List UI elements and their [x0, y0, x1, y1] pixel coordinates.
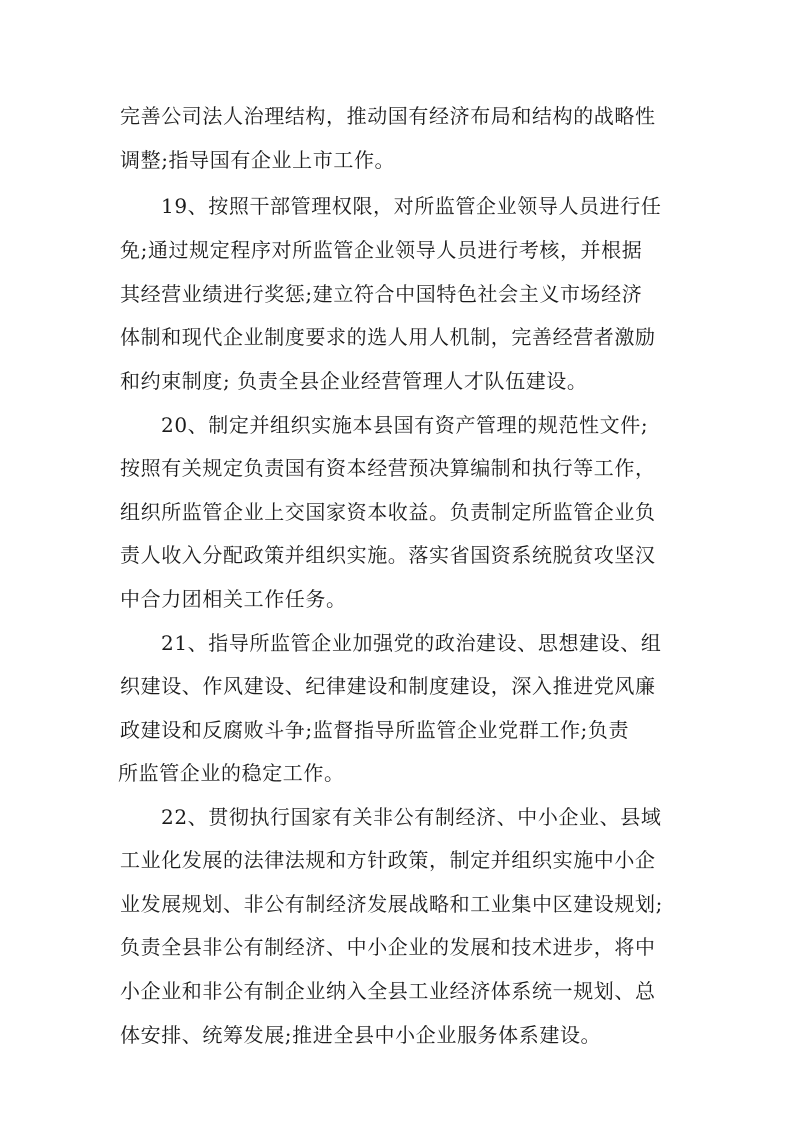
paragraph-19-first-line: 19、按照干部管理权限，对所监管企业领导人员进行任: [161, 194, 662, 218]
text-line: 小企业和非公有制企业纳入全县工业经济体系统一规划、总: [120, 979, 656, 1003]
text-line: 政建设和反腐败斗争;监督指导所监管企业党群工作;负责: [120, 718, 630, 742]
text-line: 体安排、统筹发展;推进全县中小企业服务体系建设。: [120, 1023, 602, 1047]
text-line: 调整;指导国有企业上市工作。: [120, 148, 396, 172]
text-line: 体制和现代企业制度要求的选人用人机制，完善经营者激励: [120, 325, 656, 349]
text-line: 完善公司法人治理结构，推动国有经济布局和结构的战略性: [120, 104, 656, 128]
text-line: 工业化发展的法律法规和方针政策，制定并组织实施中小企: [120, 848, 656, 872]
text-line: 责人收入分配政策并组织实施。落实省国资系统脱贫攻坚汉: [120, 543, 656, 567]
paragraph-20-first-line: 20、制定并组织实施本县国有资产管理的规范性文件;: [161, 413, 649, 437]
paragraph-22-first-line: 22、贯彻执行国家有关非公有制经济、中小企业、县域: [161, 805, 662, 829]
text-line: 织建设、作风建设、纪律建设和制度建设，深入推进党风廉: [120, 674, 656, 698]
text-line: 组织所监管企业上交国家资本收益。负责制定所监管企业负: [120, 500, 656, 524]
text-line: 和约束制度; 负责全县企业经营管理人才队伍建设。: [120, 369, 588, 393]
text-line: 中合力团相关工作任务。: [120, 587, 347, 611]
text-line: 负责全县非公有制经济、中小企业的发展和技术进步，将中: [120, 935, 656, 959]
text-line: 业发展规划、非公有制经济发展战略和工业集中区建设规划;: [120, 892, 663, 916]
text-line: 其经营业绩进行奖惩;建立符合中国特色社会主义市场经济: [120, 282, 643, 306]
paragraph-21-first-line: 21、指导所监管企业加强党的政治建设、思想建设、组: [161, 631, 662, 655]
text-line: 所监管企业的稳定工作。: [118, 761, 345, 785]
text-line: 免;通过规定程序对所监管企业领导人员进行考核，并根据: [120, 238, 643, 262]
text-line: 按照有关规定负责国有资本经营预决算编制和执行等工作，: [120, 456, 656, 480]
